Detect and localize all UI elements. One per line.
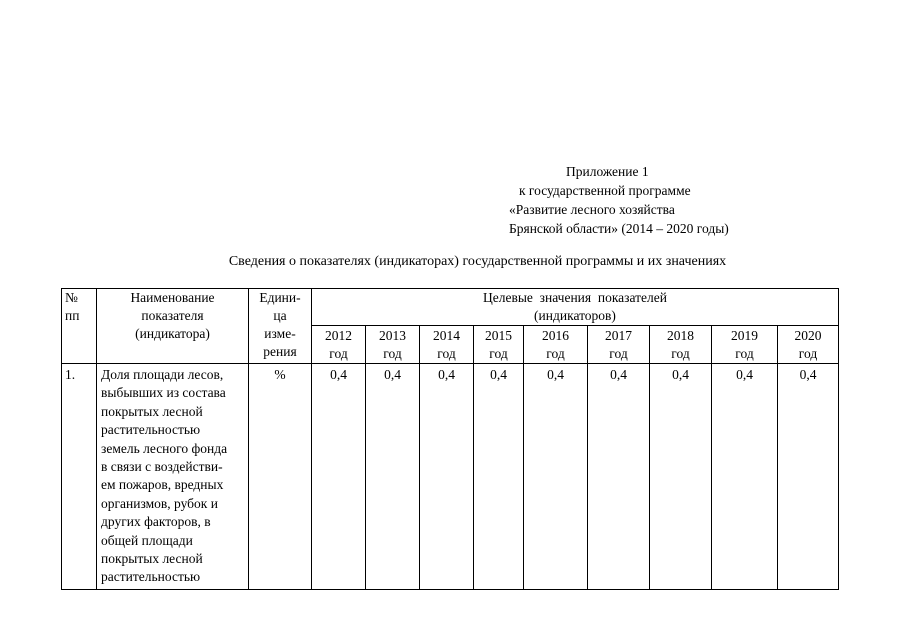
year-suffix: год [798, 346, 818, 361]
header-unit-line-2: ца [273, 308, 287, 323]
year-cell [312, 326, 366, 364]
year-label: 2017 [605, 328, 632, 343]
year-label: 2019 [731, 328, 758, 343]
row-value-cell: 0,4 [588, 364, 650, 590]
year-label: 2016 [542, 328, 569, 343]
table-row [62, 364, 839, 590]
row-num-cell: 1. [62, 364, 97, 590]
year-cell [366, 326, 420, 364]
year-label: 2014 [433, 328, 460, 343]
year-cell [524, 326, 588, 364]
year-label: 2013 [379, 328, 406, 343]
header-targets-cell [312, 289, 839, 326]
year-cell [712, 326, 778, 364]
row-name-line: других факторов, в [101, 514, 211, 530]
header-unit-line-4: рения [263, 344, 297, 359]
year-cell [778, 326, 839, 364]
year-suffix: год [671, 346, 690, 361]
row-name-line: Доля площади лесов, [101, 367, 224, 382]
year-suffix: год [735, 346, 754, 361]
row-value-cell: 0,4 [524, 364, 588, 590]
row-name-line: в связи с воздействи- [101, 459, 223, 475]
row-value-cell: 0,4 [712, 364, 778, 590]
year-cell [474, 326, 524, 364]
year-suffix: год [437, 346, 456, 361]
year-label: 2012 [325, 328, 352, 343]
header-num-cell [62, 289, 97, 364]
header-row-1 [62, 289, 839, 326]
header-name-line-2: показателя [141, 308, 204, 323]
header-unit-cell [249, 289, 312, 364]
document-title: Сведения о показателях (индикаторах) государственной программы и их значениях [228, 254, 727, 269]
appendix-line-1: Приложение 1 [566, 164, 649, 179]
year-label: 2020 [794, 328, 822, 343]
header-num-line-1: № [65, 290, 78, 305]
row-name-line: растительностью [101, 422, 201, 438]
header-unit-line-3: изме- [264, 326, 296, 341]
row-name-cell [97, 364, 249, 590]
row-value-cell: 0,4 [420, 364, 474, 590]
year-suffix: год [383, 346, 402, 361]
row-value-cell: 0,4 [778, 364, 839, 590]
header-num-line-2: пп [65, 308, 80, 323]
year-cell [588, 326, 650, 364]
appendix-line-2: к государственной программе [519, 183, 691, 198]
year-suffix: год [609, 346, 628, 361]
row-name-line: организмов, рубок и [101, 495, 218, 511]
header-targets-line-1: Целевые значения показателей [483, 290, 667, 305]
row-name-line: растительностью [101, 569, 201, 585]
appendix-header [503, 162, 773, 238]
header-name-line-3: (индикатора) [135, 326, 210, 341]
year-cell [420, 326, 474, 364]
row-value-cell: 0,4 [366, 364, 420, 590]
year-suffix: год [329, 346, 348, 361]
appendix-line-4: Брянской области» (2014 – 2020 годы) [509, 221, 729, 236]
indicators-table [61, 288, 839, 590]
year-suffix: год [546, 346, 565, 361]
year-label: 2015 [485, 328, 512, 343]
year-suffix: год [489, 346, 508, 361]
row-value-cell: 0,4 [312, 364, 366, 590]
header-targets-line-2: (индикаторов) [534, 308, 616, 323]
row-value-cell: 0,4 [474, 364, 524, 590]
row-unit-cell: % [249, 364, 312, 590]
header-unit-line-1: Едини- [259, 290, 301, 305]
row-name-line: общей площади [101, 532, 193, 548]
year-label: 2018 [667, 328, 694, 343]
row-name-line: покрытых лесной [101, 551, 203, 567]
header-name-cell [97, 289, 249, 364]
header-name-line-1: Наименование [130, 290, 215, 305]
row-name-line: покрытых лесной [101, 403, 203, 419]
appendix-line-3: «Развитие лесного хозяйства [509, 202, 675, 217]
row-name-line: выбывших из состава [101, 385, 226, 401]
row-name-line: ем пожаров, вредных [101, 477, 224, 493]
row-value-cell: 0,4 [650, 364, 712, 590]
year-cell [650, 326, 712, 364]
row-name-line: земель лесного фонда [101, 440, 228, 456]
